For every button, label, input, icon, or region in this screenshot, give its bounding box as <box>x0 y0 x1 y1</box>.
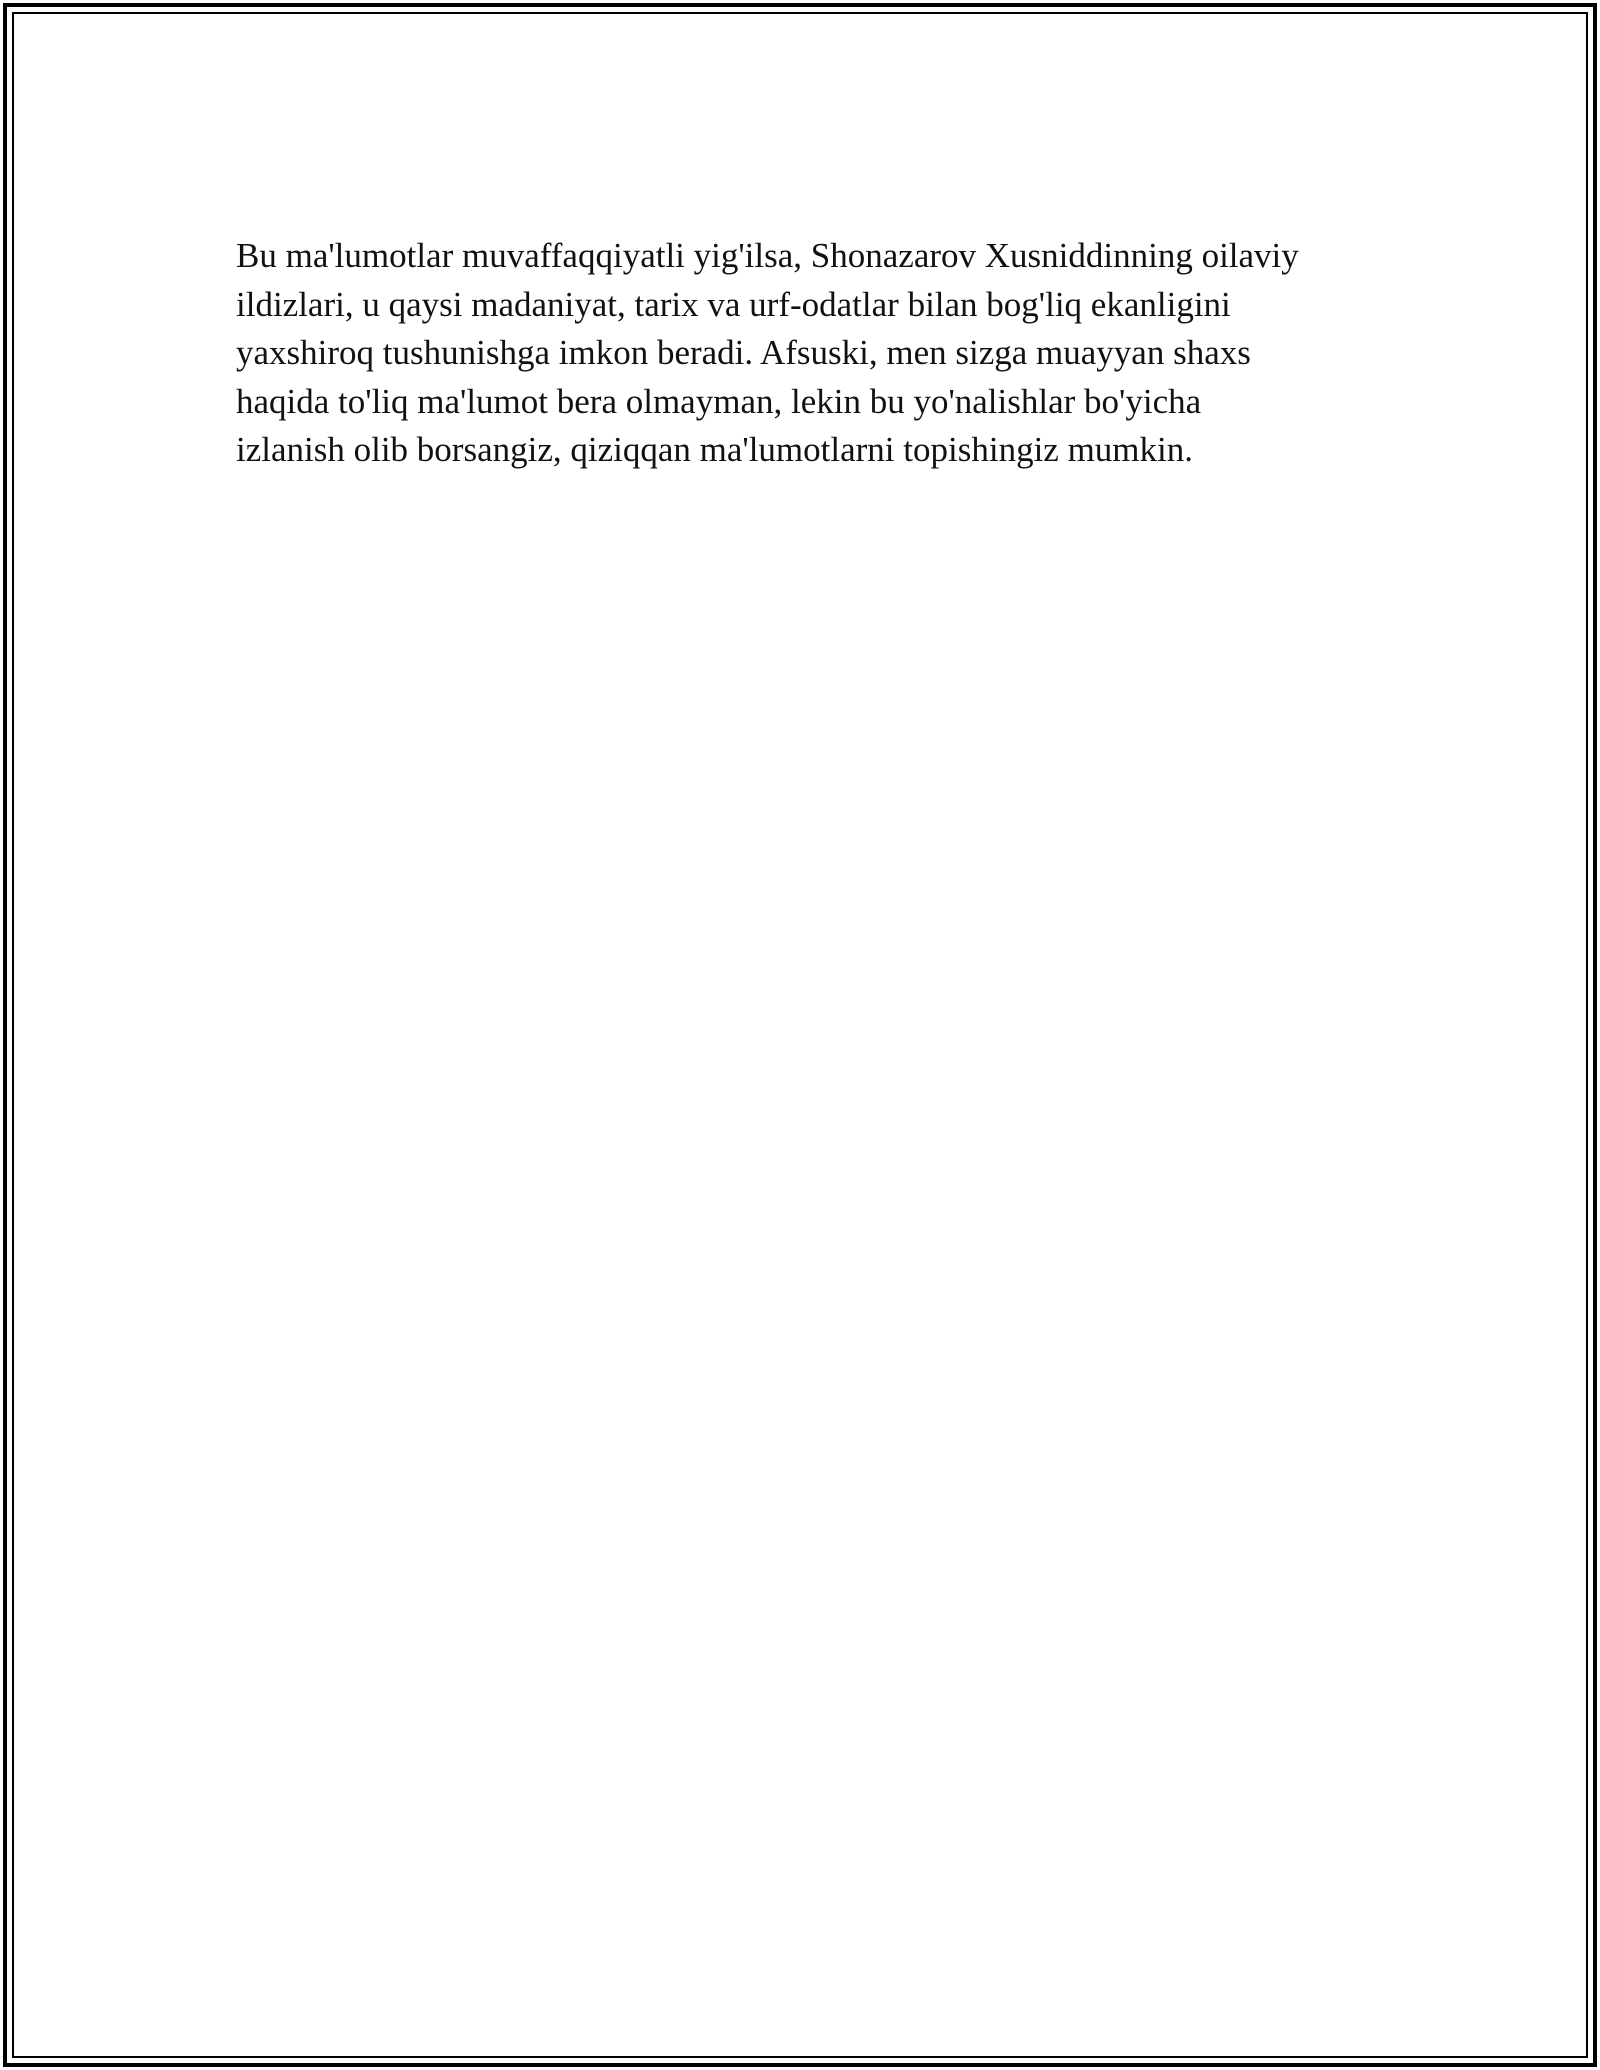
paragraph-line: Bu ma'lumotlar muvaffaqqiyatli yig'ilsa, Shonazarov Xusniddinning oilaviy <box>236 236 1299 275</box>
paragraph-line: ildizlari, u qaysi madaniyat, tarix va urf-odatlar bilan bog'liq ekanligini <box>236 284 1231 324</box>
paragraph-line: haqida to'liq ma'lumot bera olmayman, lekin bu yo'nalishlar bo'yicha <box>236 381 1202 421</box>
paragraph-line: izlanish olib borsangiz, qiziqqan ma'lumotlarni topishingiz mumkin. <box>236 430 1193 469</box>
paragraph-line: yaxshiroq tushunishga imkon beradi. Afsuski, men sizga muayyan shaxs <box>236 333 1251 372</box>
body-paragraph <box>236 232 1386 475</box>
